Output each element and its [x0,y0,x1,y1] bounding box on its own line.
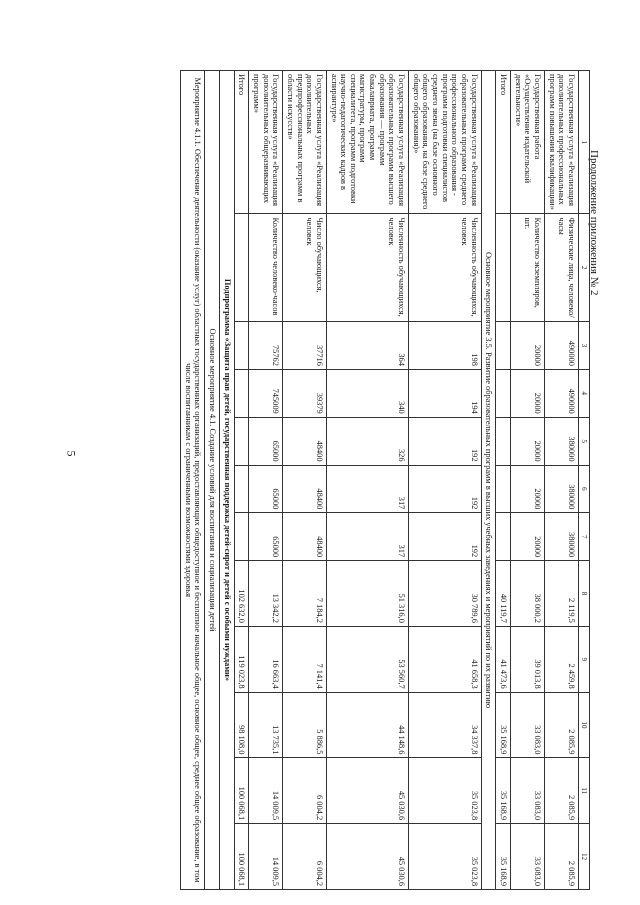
cell-c7: 380000 [544,513,578,561]
cell-c8: 7 184,2 [283,561,327,627]
cell-c8: 38 000,2 [511,561,545,627]
cell-c7: 48400 [283,513,327,561]
cell-c8: 30 789,6 [409,561,482,627]
section-row [219,71,234,890]
table-row [234,71,249,890]
cell-c5: 192 [409,417,482,465]
cell-unit: Количество экземпляров, шт. [511,214,545,322]
cell-c7: 192 [409,513,482,561]
cell-c10: 98 108,0 [234,692,249,758]
cell-c6 [496,465,511,513]
cell-c7: 20000 [511,513,545,561]
cell-c11: 14 009,5 [249,758,283,824]
cell-c9: 41 658,3 [409,626,482,692]
cell-c4: 340 [326,369,408,417]
cell-c4: 490000 [544,369,578,417]
table-row [511,71,545,890]
cell-c6: 48400 [283,465,327,513]
cell-c6: 380000 [544,465,578,513]
header-col-2: 2 [578,214,589,322]
cell-c9: 39 013,8 [511,626,545,692]
cell-name: Государственная услуга «Реализация дополнительных профессиональных программ повышения квалификации» [544,71,578,214]
table-body [180,71,589,890]
cell-c6: 20000 [511,465,545,513]
section-title: Подпрограмма «Защита прав детей, государственная поддержка детей-сирот и детей с особыми нуждами» [219,71,234,890]
cell-c3: 37716 [283,322,327,370]
section-title: Мероприятие 4.1.1. Обеспечение деятельности (оказание услуг) областных государственных организаций, предоставляющих общедоступное и бесплатное начальное общее, основное общее, среднее общее образование, в том числе воспитанникам с ограниченными возможностями здоровья [180,71,204,890]
cell-c12: 33 083,0 [511,824,545,890]
cell-c11: 33 083,0 [511,758,545,824]
cell-unit: Физические лица, человеко/часы [544,214,578,322]
header-col-3: 3 [578,322,589,370]
header-col-6: 6 [578,465,589,513]
cell-c3: 20000 [511,322,545,370]
header-row [578,71,589,890]
cell-c3 [234,322,249,370]
cell-c8: 40 119,7 [496,561,511,627]
header-col-9: 9 [578,626,589,692]
cell-c12: 6 004,2 [283,824,327,890]
table-row [249,71,283,890]
cell-c10: 34 337,8 [409,692,482,758]
header-col-10: 10 [578,692,589,758]
table-row [409,71,482,890]
cell-c8: 2 119,5 [544,561,578,627]
cell-c10: 33 083,0 [511,692,545,758]
cell-c11: 45 030,6 [326,758,408,824]
cell-name: Итого [234,71,249,214]
section-row [180,71,204,890]
cell-c10: 35 168,9 [496,692,511,758]
cell-name: Государственная работа «Осуществление издательской деятельности» [511,71,545,214]
cell-c4: 20000 [511,369,545,417]
header-col-5: 5 [578,417,589,465]
cell-c7 [234,513,249,561]
cell-c10: 5 886,5 [283,692,327,758]
header-col-11: 11 [578,758,589,824]
cell-c4: 39379 [283,369,327,417]
cell-c8: 102 632,0 [234,561,249,627]
cell-c6: 65000 [249,465,283,513]
table-row [496,71,511,890]
cell-c12: 35 168,9 [496,824,511,890]
cell-c11: 2 085,9 [544,758,578,824]
cell-c7 [496,513,511,561]
section-row [481,71,496,890]
cell-c4 [496,369,511,417]
cell-c10: 2 085,9 [544,692,578,758]
cell-c4: 745009 [249,369,283,417]
cell-name: Государственная услуга «Реализация дополнительных предпрофессиональных программ в области искусств» [283,71,327,214]
cell-c11: 6 004,2 [283,758,327,824]
cell-name: Итого [496,71,511,214]
cell-unit: Численность обучающихся, человек [326,214,408,322]
cell-c5: 48400 [283,417,327,465]
page-number: 5 [64,450,79,457]
continuation-label: Продолжение приложения № 2 [588,150,600,296]
cell-c7: 317 [326,513,408,561]
header-col-1: 1 [578,71,589,214]
cell-c12: 14 009,5 [249,824,283,890]
cell-c4 [234,369,249,417]
cell-unit: Количество человеко-часов [249,214,283,322]
cell-c5 [496,417,511,465]
cell-c12: 2 085,9 [544,824,578,890]
cell-c9: 7 141,4 [283,626,327,692]
cell-c10: 44 148,6 [326,692,408,758]
budget-table [180,70,590,890]
cell-c3: 490000 [544,322,578,370]
cell-c8: 51 316,0 [326,561,408,627]
header-col-7: 7 [578,513,589,561]
cell-c5: 380000 [544,417,578,465]
cell-c12: 45 030,6 [326,824,408,890]
section-row [205,71,220,890]
cell-unit [234,214,249,322]
cell-unit [496,214,511,322]
cell-c5: 20000 [511,417,545,465]
cell-c10: 13 735,1 [249,692,283,758]
cell-c9: 16 663,4 [249,626,283,692]
cell-c11: 100 068,1 [234,758,249,824]
cell-c5 [234,417,249,465]
cell-c3: 198 [409,322,482,370]
cell-name: Государственная услуга «Реализация образовательных программ среднего профессионального образования - программ подготовки специалистов среднего звена (на базе основного общего образования, на базе среднего общего образования)» [409,71,482,214]
section-title: Основное мероприятие 3.5. Развитие образовательных программ в высших учебных заведениях и мероприятий по их развитию [481,71,496,890]
cell-c11: 35 168,9 [496,758,511,824]
cell-c5: 326 [326,417,408,465]
cell-c9: 53 560,7 [326,626,408,692]
cell-c3: 75762 [249,322,283,370]
cell-c12: 100 068,1 [234,824,249,890]
cell-c7: 65000 [249,513,283,561]
cell-c12: 35 023,8 [409,824,482,890]
table-row [544,71,578,890]
cell-c9: 2 459,8 [544,626,578,692]
header-col-4: 4 [578,369,589,417]
cell-c6: 192 [409,465,482,513]
cell-c11: 35 023,8 [409,758,482,824]
cell-c8: 13 342,2 [249,561,283,627]
cell-name: Государственная услуга «Реализация образовательных программ высшего образования — программ бакалавриата, программ магистратуры, программ специалитета, программ подготовки научно-педагогических кадров в аспирантуре» [326,71,408,214]
cell-c9: 119 023,8 [234,626,249,692]
cell-c5: 65000 [249,417,283,465]
cell-unit: Численность обучающихся, человек [409,214,482,322]
cell-c4: 194 [409,369,482,417]
table-row [326,71,408,890]
cell-c6 [234,465,249,513]
header-col-12: 12 [578,824,589,890]
section-title: Основное мероприятие 4.1. Создание условий для воспитания и социализации детей [205,71,220,890]
cell-unit: Число обучающихся, человек [283,214,327,322]
table-row [283,71,327,890]
cell-name: Государственная услуга «Реализация дополнительных общеразвивающих программ» [249,71,283,214]
rotated-table-wrapper [90,70,590,890]
cell-c3: 364 [326,322,408,370]
header-col-8: 8 [578,561,589,627]
cell-c6: 317 [326,465,408,513]
cell-c3 [496,322,511,370]
cell-c9: 41 473,6 [496,626,511,692]
